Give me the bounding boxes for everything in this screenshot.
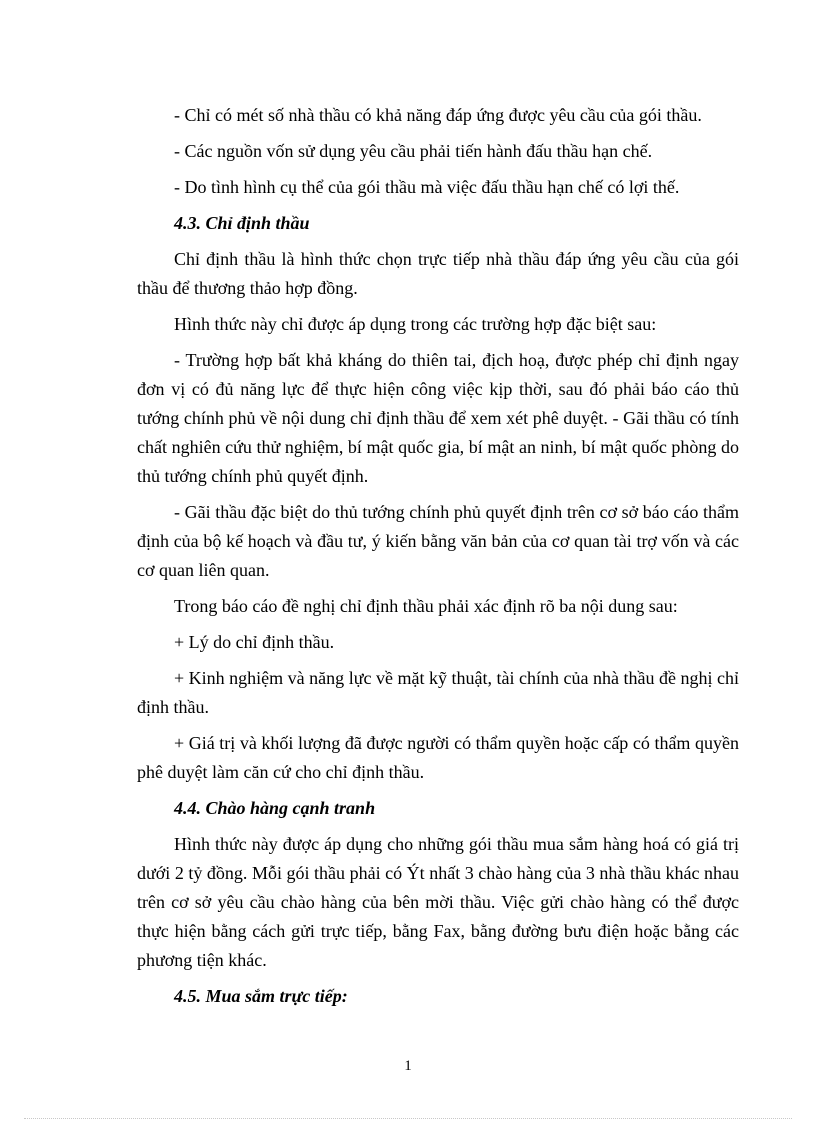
bullet-paragraph: - Chỉ có mét số nhà thầu có khả năng đáp ứng được yêu cầu của gói thầu.	[174, 105, 702, 125]
section-heading: 4.5. Mua sắm trực tiếp:	[174, 986, 348, 1006]
bullet-paragraph: - Do tình hình cụ thể của gói thầu mà việc đấu thầu hạn chế có lợi thế.	[174, 177, 680, 197]
plus-item: + Giá trị và khối lượng đã được người có thẩm quyền hoặc cấp có thẩm quyền phê duyệt làm căn cứ cho chỉ định thầu.	[137, 733, 739, 782]
plus-item: + Kinh nghiệm và năng lực về mặt kỹ thuật, tài chính của nhà thầu đề nghị chỉ định thầu.	[137, 668, 739, 717]
section-heading: 4.4. Chào hàng cạnh tranh	[174, 798, 376, 818]
body-paragraph: Hình thức này được áp dụng cho những gói thầu mua sắm hàng hoá có giá trị dưới 2 tỷ đồng. Mỗi gói thầu phải có Ýt nhất 3 chào hàng của 3 nhà thầu khác nhau trên cơ sở yêu cầu chào hàng của bên mời thầu. Việc gửi chào hàng có thể được thực hiện bằng cách gửi trực tiếp, bằng Fax, bằng đường bưu điện hoặc bằng các phương tiện khác.	[137, 834, 739, 970]
plus-item: + Lý do chỉ định thầu.	[174, 632, 335, 652]
page-number: 1	[404, 1058, 412, 1074]
body-paragraph: Chỉ định thầu là hình thức chọn trực tiếp nhà thầu đáp ứng yêu cầu của gói thầu để thương thảo hợp đồng.	[137, 249, 739, 298]
body-paragraph: Hình thức này chỉ được áp dụng trong các trường hợp đặc biệt sau:	[174, 314, 657, 334]
page-bottom-divider	[24, 1118, 792, 1119]
section-heading: 4.3. Chỉ định thầu	[174, 213, 310, 233]
bullet-paragraph: - Các nguồn vốn sử dụng yêu cầu phải tiến hành đấu thầu hạn chế.	[174, 141, 653, 161]
document-body	[137, 101, 739, 1018]
bullet-paragraph: - Trường hợp bất khả kháng do thiên tai, địch hoạ, được phép chỉ định ngay đơn vị có đủ năng lực để thực hiện công việc kịp thời, sau đó phải báo cáo thủ tướng chính phủ về nội dung chỉ định thầu để xem xét phê duyệt. - Gãi thầu có tính chất nghiên cứu thử nghiệm, bí mật quốc gia, bí mật an ninh, bí mật quốc phòng do thủ tướng chính phủ quyết định.	[137, 350, 739, 486]
bullet-paragraph: - Gãi thầu đặc biệt do thủ tướng chính phủ quyết định trên cơ sở báo cáo thẩm định của bộ kế hoạch và đầu tư, ý kiến bằng văn bản của cơ quan tài trợ vốn và các cơ quan liên quan.	[137, 502, 739, 580]
body-paragraph: Trong báo cáo đề nghị chỉ định thầu phải xác định rõ ba nội dung sau:	[174, 596, 678, 616]
